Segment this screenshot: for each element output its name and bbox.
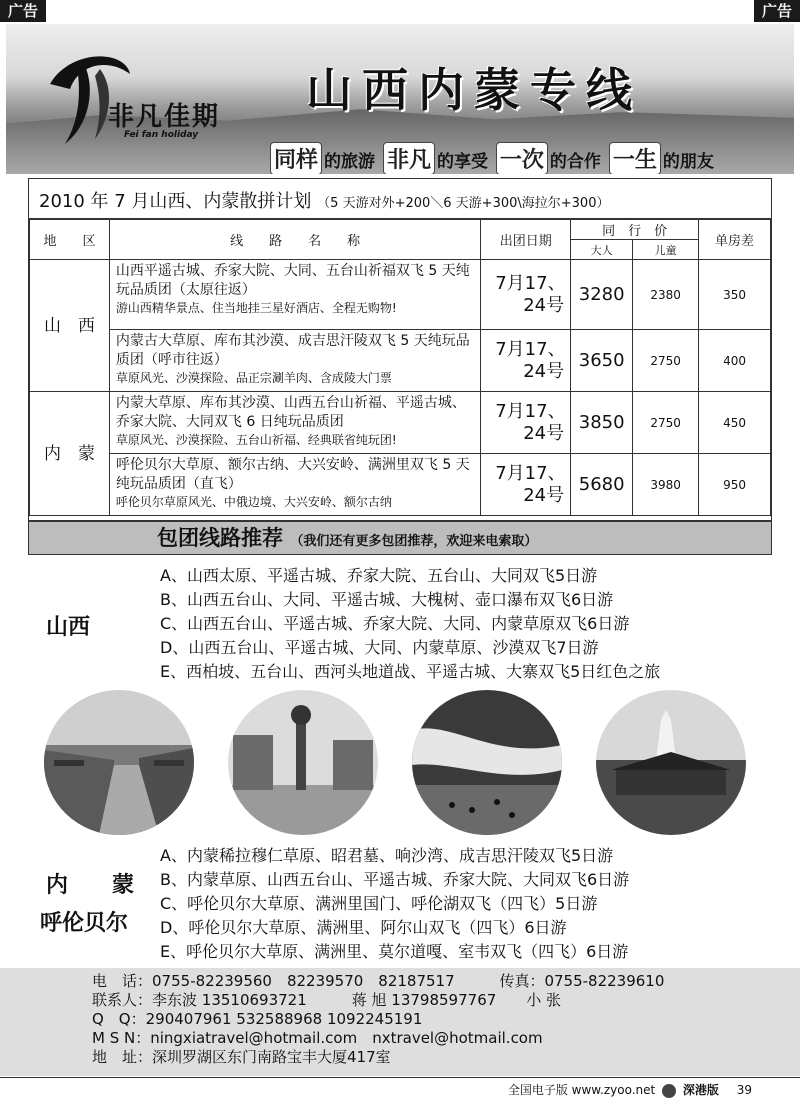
col-adult: 大人 xyxy=(571,240,633,260)
list-item: B、山西五台山、大同、平遥古城、大槐树、壶口瀑布双飞6日游 xyxy=(160,590,614,609)
slogan xyxy=(268,142,714,174)
date-line: 7月17、 xyxy=(495,338,566,360)
footer-site: 全国电子版 www.zyoo.net xyxy=(507,1083,656,1097)
route-name: 内蒙古大草原、库布其沙漠、成吉思汗陵双飞 5 天纯玩品质团（呼市往返） xyxy=(115,333,470,368)
fax-value: 0755-82239610 xyxy=(544,972,665,990)
route-name: 呼伦贝尔大草原、额尔古纳、大兴安岭、满洲里双飞 5 天纯玩品质团（直飞） xyxy=(115,457,470,492)
schedule-header xyxy=(29,179,771,219)
person-label: 联系人： xyxy=(92,991,153,1009)
slogan-word-2: 非凡 xyxy=(383,142,435,174)
slogan-word-3: 一次 xyxy=(496,142,548,174)
single-supplement: 350 xyxy=(699,260,771,330)
date-line: 24号 xyxy=(523,294,565,316)
group-tour-note: （我们还有更多包团推荐，欢迎来电索取） xyxy=(290,534,538,549)
col-region: 地 区 xyxy=(30,220,110,260)
msn-label: M S N： xyxy=(92,1029,151,1047)
edition-badge-icon xyxy=(662,1084,676,1098)
adult-price: 3280 xyxy=(571,260,633,330)
table-row xyxy=(30,454,771,516)
route-features: 呼伦贝尔草原风光、中俄边境、大兴安岭、额尔古纳 xyxy=(115,495,392,509)
fax-label: 传真： xyxy=(499,972,545,990)
logo-english: Fei fan holiday xyxy=(124,130,199,140)
address-value: 深圳罗湖区东门南路宝丰大厦417室 xyxy=(152,1048,391,1066)
footer xyxy=(508,1081,752,1098)
child-price: 2750 xyxy=(633,330,699,392)
phone-value: 0755-82239560 82239570 82187517 xyxy=(152,972,455,990)
table-row xyxy=(30,260,771,330)
col-route: 线 路 名 称 xyxy=(109,220,480,260)
ad-tag-left: 广告 xyxy=(0,0,46,22)
neimeng-route-list xyxy=(160,844,629,964)
photo-river-grassland xyxy=(412,690,562,835)
hulunbuir-label: 呼伦贝尔 xyxy=(40,911,129,936)
region-shanxi: 山 西 xyxy=(30,260,110,392)
route-name: 内蒙大草原、库布其沙漠、山西五台山祈福、平遥古城、乔家大院、大同双飞 6 日纯玩品质团 xyxy=(115,395,466,430)
ad-tag-right: 广告 xyxy=(754,0,800,22)
single-supplement: 400 xyxy=(699,330,771,392)
list-item: E、呼伦贝尔大草原、满洲里、莫尔道嘎、室韦双飞（四飞）6日游 xyxy=(160,942,629,961)
page-number: 39 xyxy=(736,1083,752,1097)
slogan-rest-3: 的合作 xyxy=(549,152,601,172)
child-price: 2750 xyxy=(633,392,699,454)
group-tour-title: 包团线路推荐 xyxy=(157,526,283,550)
schedule-table xyxy=(28,178,772,521)
route-features: 草原风光、沙漠探险、品正宗涮羊肉、含成陵大门票 xyxy=(115,371,392,385)
child-price: 2380 xyxy=(633,260,699,330)
adult-price: 3650 xyxy=(571,330,633,392)
adult-price: 5680 xyxy=(571,454,633,516)
child-price: 3980 xyxy=(633,454,699,516)
list-item: A、内蒙稀拉穆仁草原、昭君墓、响沙湾、成吉思汗陵双飞5日游 xyxy=(160,846,614,865)
slogan-rest-2: 的享受 xyxy=(436,152,488,172)
date-line: 7月17、 xyxy=(495,400,566,422)
slogan-word-1: 同样 xyxy=(270,142,322,174)
list-item: B、内蒙草原、山西五台山、平遥古城、乔家大院、大同双飞6日游 xyxy=(160,870,630,889)
col-single: 单房差 xyxy=(699,220,771,260)
date-line: 7月17、 xyxy=(495,272,566,294)
photo-ancient-town xyxy=(44,690,194,835)
list-item: A、山西太原、平遥古城、乔家大院、五台山、大同双飞5日游 xyxy=(160,566,598,585)
person-value: 李东波 13510693721 蒋 旭 13798597767 小 张 xyxy=(152,991,562,1009)
col-price: 同 行 价 xyxy=(571,220,699,240)
slogan-word-4: 一生 xyxy=(609,142,661,174)
neimeng-label: 内 蒙 xyxy=(46,873,135,898)
table-row xyxy=(30,330,771,392)
list-item: C、山西五台山、平遥古城、乔家大院、大同、内蒙草原双飞6日游 xyxy=(160,614,630,633)
shanxi-route-list xyxy=(160,564,660,684)
address-label: 地 址： xyxy=(92,1048,153,1066)
date-line: 24号 xyxy=(523,484,565,506)
date-line: 7月17、 xyxy=(495,462,566,484)
phone-label: 电 话： xyxy=(92,972,153,990)
route-features: 游山西精华景点、住当地挂三星好酒店、全程无购物! xyxy=(115,301,397,315)
route-features: 草原风光、沙漠探险、五台山祈福、经典联省纯玩团! xyxy=(115,433,397,447)
schedule-title: 2010 年 7 月山西、内蒙散拼计划 xyxy=(39,191,312,212)
shanxi-label: 山西 xyxy=(46,615,91,640)
route-name: 山西平遥古城、乔家大院、大同、五台山祈福双飞 5 天纯玩品质团（太原往返） xyxy=(115,263,470,298)
logo-text: 非凡佳期 xyxy=(108,102,221,132)
banner xyxy=(6,24,794,174)
qq-label: Q Q： xyxy=(92,1010,146,1028)
photo-city-gate xyxy=(228,690,378,835)
col-date: 出团日期 xyxy=(481,220,571,260)
footer-divider xyxy=(0,1077,800,1078)
adult-price: 3850 xyxy=(571,392,633,454)
slogan-rest-1: 的旅游 xyxy=(324,152,376,172)
region-neimeng: 内 蒙 xyxy=(30,392,110,516)
contact-block xyxy=(0,968,800,1076)
footer-edition: 深港版 xyxy=(682,1083,719,1097)
col-child: 儿童 xyxy=(633,240,699,260)
photo-wutai-temple xyxy=(596,690,746,835)
qq-value: 290407961 532588968 1092245191 xyxy=(145,1010,423,1028)
list-item: E、西柏坡、五台山、西河头地道战、平遥古城、大寨双飞5日红色之旅 xyxy=(160,662,661,681)
list-item: D、山西五台山、平遥古城、大同、内蒙草原、沙漠双飞7日游 xyxy=(160,638,599,657)
schedule-grid xyxy=(29,219,771,516)
msn-value: ningxiatravel@hotmail.com nxtravel@hotmail.com xyxy=(150,1029,543,1047)
banner-title: 山西内蒙专线 xyxy=(306,63,642,117)
list-item: C、呼伦贝尔大草原、满洲里国门、呼伦湖双飞（四飞）5日游 xyxy=(160,894,598,913)
schedule-note: （5 天游对外+200＼6 天游+300\海拉尔+300） xyxy=(317,196,610,211)
date-line: 24号 xyxy=(523,360,565,382)
table-row xyxy=(30,392,771,454)
single-supplement: 450 xyxy=(699,392,771,454)
date-line: 24号 xyxy=(523,422,565,444)
list-item: D、呼伦贝尔大草原、满洲里、阿尔山双飞（四飞）6日游 xyxy=(160,918,567,937)
slogan-rest-4: 的朋友 xyxy=(662,152,714,172)
group-tour-bar xyxy=(28,521,772,555)
single-supplement: 950 xyxy=(699,454,771,516)
